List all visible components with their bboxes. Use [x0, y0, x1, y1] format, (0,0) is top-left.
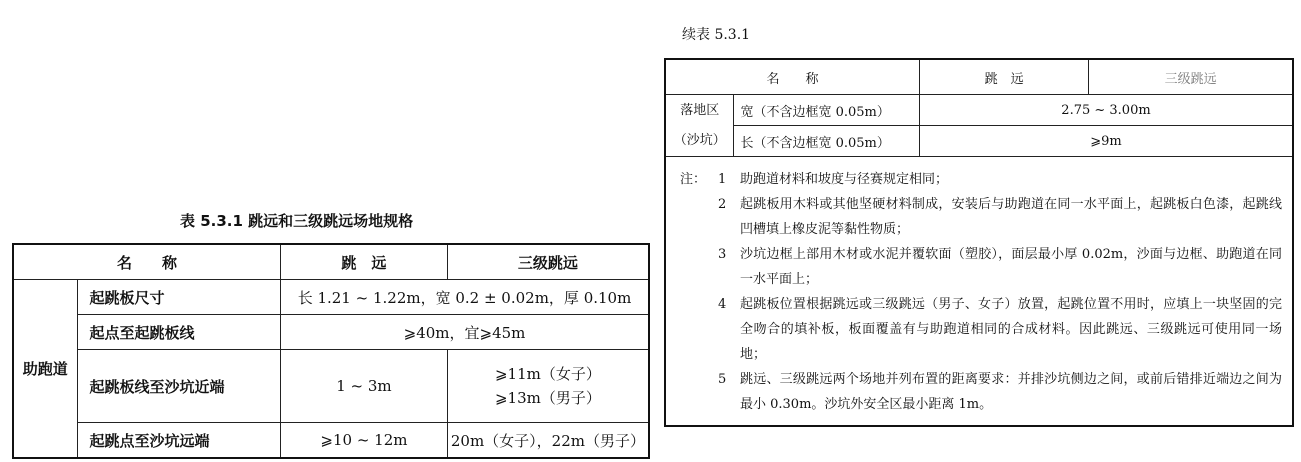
table-header-row [665, 59, 1293, 95]
triple-men: ⩾13m（男子） [494, 389, 601, 407]
note-text: 助跑道材料和坡度与径赛规定相同； [740, 172, 949, 187]
group-label [665, 95, 734, 157]
header-jump: 跳 远 [281, 244, 448, 280]
row-item: 起跳板线至沙坑近端 [77, 350, 281, 423]
table-row [665, 126, 1293, 157]
group-label: 助跑道 [13, 280, 77, 459]
note-text: 起跳板位置根据跳远或三级跳远（男子、女子）放置，起跳位置不用时，应填上一块坚固的完全吻合的填补板，板面覆盖有与助跑道相同的合成材料。因此跳远、三级跳远可使用同一场地； [740, 297, 1282, 362]
continued-caption: 续表 5.3.1 [682, 27, 751, 43]
note-item [678, 292, 1282, 367]
note-number: 1 [718, 172, 727, 187]
header-name: 名 称 [665, 59, 919, 95]
row-item: 宽（不含边框宽 0.05m） [734, 95, 919, 126]
row-value-jump: ⩾10 ~ 12m [281, 423, 448, 459]
note-number: 3 [718, 247, 727, 262]
note-number: 5 [718, 372, 727, 387]
row-item: 长（不含边框宽 0.05m） [734, 126, 919, 157]
group-line-1: 落地区 [680, 102, 720, 118]
header-triple: 三级跳远 [447, 244, 649, 280]
row-value-triple: 20m（女子），22m（男子） [447, 423, 649, 459]
specs-table [12, 243, 650, 459]
row-value: 长 1.21 ~ 1.22m，宽 0.2 ± 0.02m，厚 0.10m [281, 280, 649, 315]
table-header-row [13, 244, 649, 280]
row-item: 起跳板尺寸 [77, 280, 281, 315]
table-row [13, 423, 649, 459]
header-triple: 三级跳远 [1089, 59, 1293, 95]
note-item [678, 367, 1282, 417]
triple-women: ⩾11m（女子） [494, 365, 601, 383]
table-row [13, 280, 649, 315]
notes-cell [665, 157, 1293, 427]
note-item [678, 167, 1282, 192]
note-number: 4 [718, 297, 727, 312]
note-number: 2 [718, 197, 727, 212]
row-value: ⩾40m，宜⩾45m [281, 315, 649, 350]
note-item [678, 192, 1282, 242]
table-row [13, 350, 649, 423]
row-value-jump: 1 ~ 3m [281, 350, 448, 423]
notes-row [665, 157, 1293, 427]
row-item: 起点至起跳板线 [77, 315, 281, 350]
header-name: 名 称 [13, 244, 281, 280]
header-jump: 跳 远 [919, 59, 1088, 95]
row-value: 2.75 ~ 3.00m [919, 95, 1293, 126]
table-row [665, 95, 1293, 126]
note-text: 起跳板用木料或其他坚硬材料制成，安装后与助跑道在同一水平面上，起跳板白色漆，起跳线凹槽填上橡皮泥等黏性物质； [740, 197, 1282, 237]
note-item [678, 242, 1282, 292]
row-value-triple [447, 350, 649, 423]
row-value: ⩾9m [919, 126, 1293, 157]
row-item: 起跳点至沙坑远端 [77, 423, 281, 459]
note-text: 跳远、三级跳远两个场地并列布置的距离要求：并排沙坑侧边之间，或前后错排近端边之间为最小 0.30m。沙坑外安全区最小距离 1m。 [740, 372, 1282, 412]
group-line-2: （沙坑） [673, 132, 726, 148]
table-caption: 表 5.3.1 跳远和三级跳远场地规格 [180, 212, 414, 230]
continued-table [664, 58, 1294, 427]
notes-prefix: 注： [680, 172, 707, 187]
table-row [13, 315, 649, 350]
note-text: 沙坑边框上部用木材或水泥并覆软面（塑胶），面层最小厚 0.02m，沙面与边框、助跑道在同一水平面上； [740, 247, 1282, 287]
